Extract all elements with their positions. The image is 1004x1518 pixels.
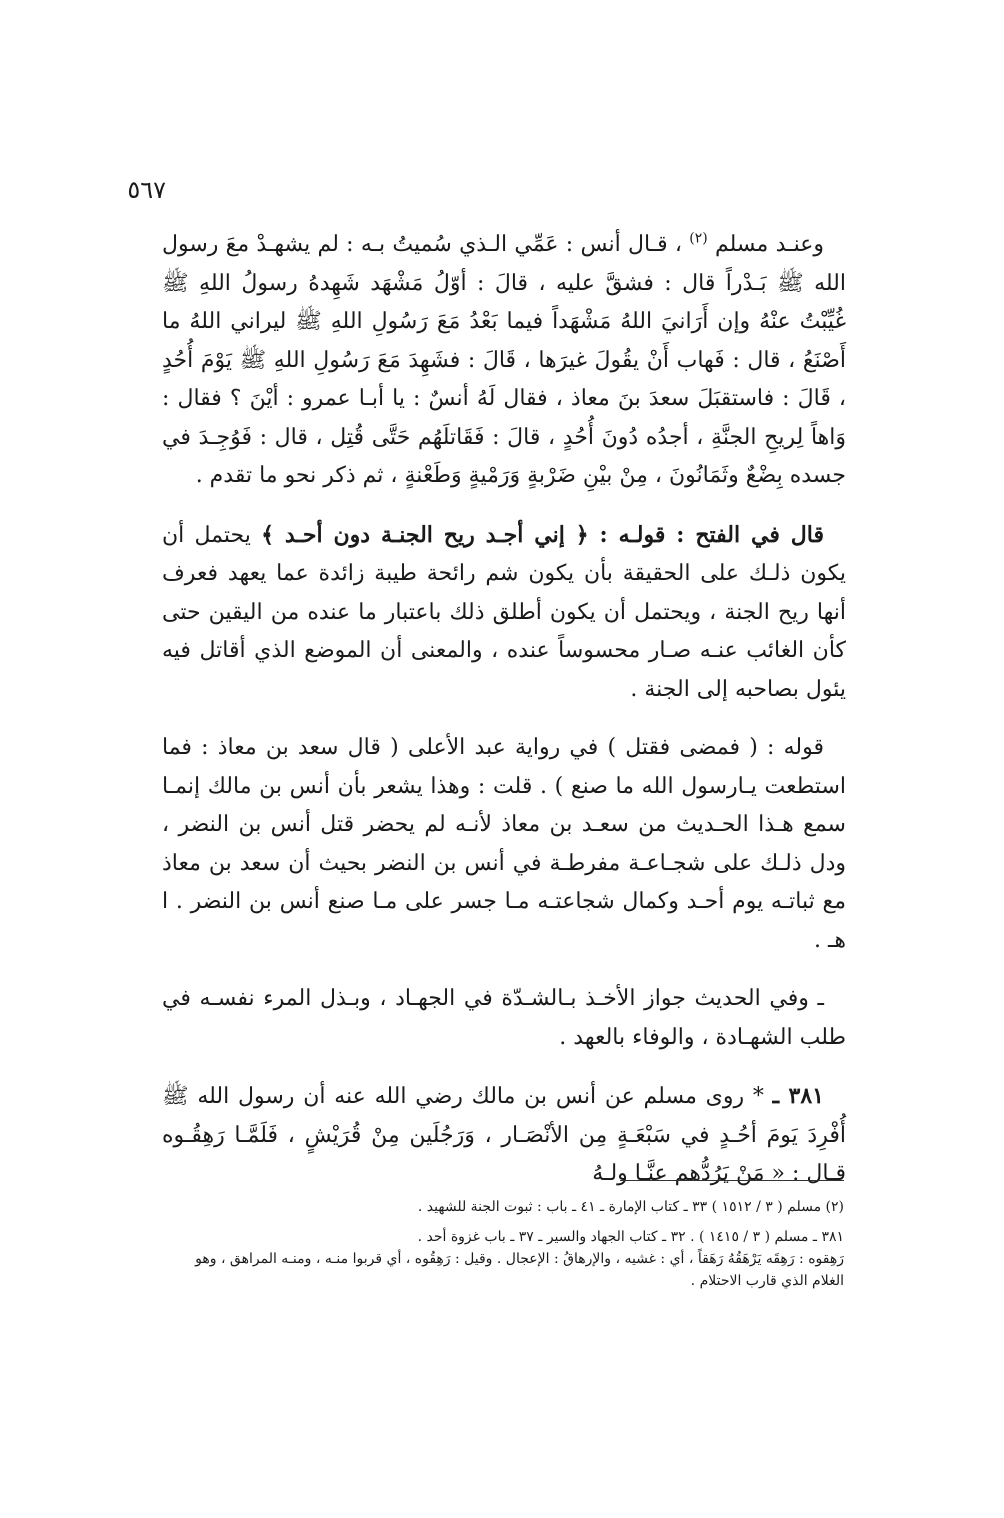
footnotes [160,1196,844,1292]
page-number: ٥٦٧ [127,176,166,204]
paragraph-fath-commentary [162,516,846,710]
main-text [162,226,846,1194]
footnote-381-source: ٣٨١ ـ مسلم ( ٣ / ١٤١٥ ) . ٣٢ ـ كتاب الجهاد والسير ـ ٣٧ ـ باب غزوة أحد . [417,1229,844,1245]
footnote-reference[interactable]: (٢) [689,230,708,247]
footnote-divider [620,1180,844,1181]
footnote-381-glossary: رَهِقوه : رَهِقَه يَرْهَقُهُ رَهَقاً ، أي : غشيه ، والإرهاقُ : الإعجال . وقيل : رَهِقُوه ، أي قربوا منـه ، ومنـه المراهق ، وهو الغلام الذي قارب الاحتلام . [195,1251,844,1289]
paragraph-hadith-anas [162,226,846,496]
hadith-number: ٣٨١ ـ [772,1083,824,1109]
commentary-heading: قال في الفتح : قولـه : ﴿ إني أجـد ريح الجنـة دون أحـد ﴾ [261,521,824,548]
paragraph-qawluh: قوله : ( فمضى فقتل ) في رواية عبد الأعلى ( قال سعد بن معاذ : فما استطعت يـارسول الله ما صنع ) . قلت : وهذا يشعر بأن أنس بن مالك إنمـا سمع هـذا الحـديث من سعـد بن معاذ لأنـه لم يحضر قتل أنس بن النضر ، ودل ذلـك على شجـاعـة مفرطـة في أنس بن النضر بحيث أن سعد بن معاذ مع ثباتـه يوم أحـد وكمال شجاعتـه مـا جسر على مـا صنع أنس بن النضر . ا هـ . [162,735,846,953]
paragraph-text: ، قـال أنس : عَمِّي الـذي سُميتُ بـه : لم يشهـدْ معَ رسول الله ﷺ بَـدْراً قال : فشقَّ عليه ، قالَ : أوّلُ مَشْهَد شَهِدهُ رسولُ اللهِ ﷺ غُيِّبْتُ عنْهُ وإن أَرَانيَ اللهُ مَشْهَداً فيما بَعْدُ مَعَ رَسُولِ اللهِ ﷺ ليراني اللهُ ما أَصْنَعُ ، قال : فَهاب أَنْ يقُولَ غيرَها ، قَالَ : فشَهِدَ مَعَ رَسُولِ اللهِ ﷺ يَوْمَ أُحُدٍ ، قَالَ : فاستقبَلَ سعدَ بنَ معاذ ، فقال لَهُ أنسٌ : يا أبـا عمرو : أيْنَ ؟ فقال : وَاهاً لِريحِ الجنَّةِ ، أجدُه دُونَ أُحُدٍ ، قالَ : فَقَاتلَهُم حَتَّى قُتِل ، قال : فَوُجِـدَ في جسده بِضْعٌ وثَمَانُونَ ، مِنْ بيْنِ ضَرْبةٍ وَرَمْيةٍ وَطَعْنةٍ ، ثم ذكر نحو ما تقدم . [162,232,846,488]
paragraph-lead: وعنـد مسلم [707,232,824,257]
paragraph-lessons: ـ وفي الحديث جواز الأخـذ بـالشـدّة في الجهـاد ، وبـذل المرء نفسـه في طلب الشهـادة ، والوفاء بالعهد . [162,986,846,1050]
paragraph-text: يحتمل أن يكون ذلـك على الحقيقة بأن يكون شم رائحة طيبة زائدة عما يعهد فعرف أنها ريح الجنة ، ويحتمل أن يكون أطلق ذلك باعتبار ما عنده من اليقين حتى كأن الغائب عنـه صـار محسوساً عنده ، والمعنى أن الموضع الذي أقاتل فيه يئول بصاحبه إلى الجنة . [162,522,846,702]
footnote-2: (٢) مسلم ( ٣ / ١٥١٢ ) ٣٣ ـ كتاب الإمارة ـ ٤١ ـ باب : ثبوت الجنة للشهيد . [417,1199,844,1215]
paragraph-text: * روى مسلم عن أنس بن مالك رضي الله عنه أن رسول الله ﷺ أُفْرِدَ يَومَ أحُـدٍ في سَبْعَـةٍ مِن الأنْصَـار ، وَرَجُلَين مِنْ قُرَيْشٍ ، فَلَمَّـا رَهِقُـوه قـال : « مَنْ يَرُدُّهم عنَّـا ولـهُ [162,1084,846,1186]
paragraph-hadith-381 [162,1077,846,1194]
